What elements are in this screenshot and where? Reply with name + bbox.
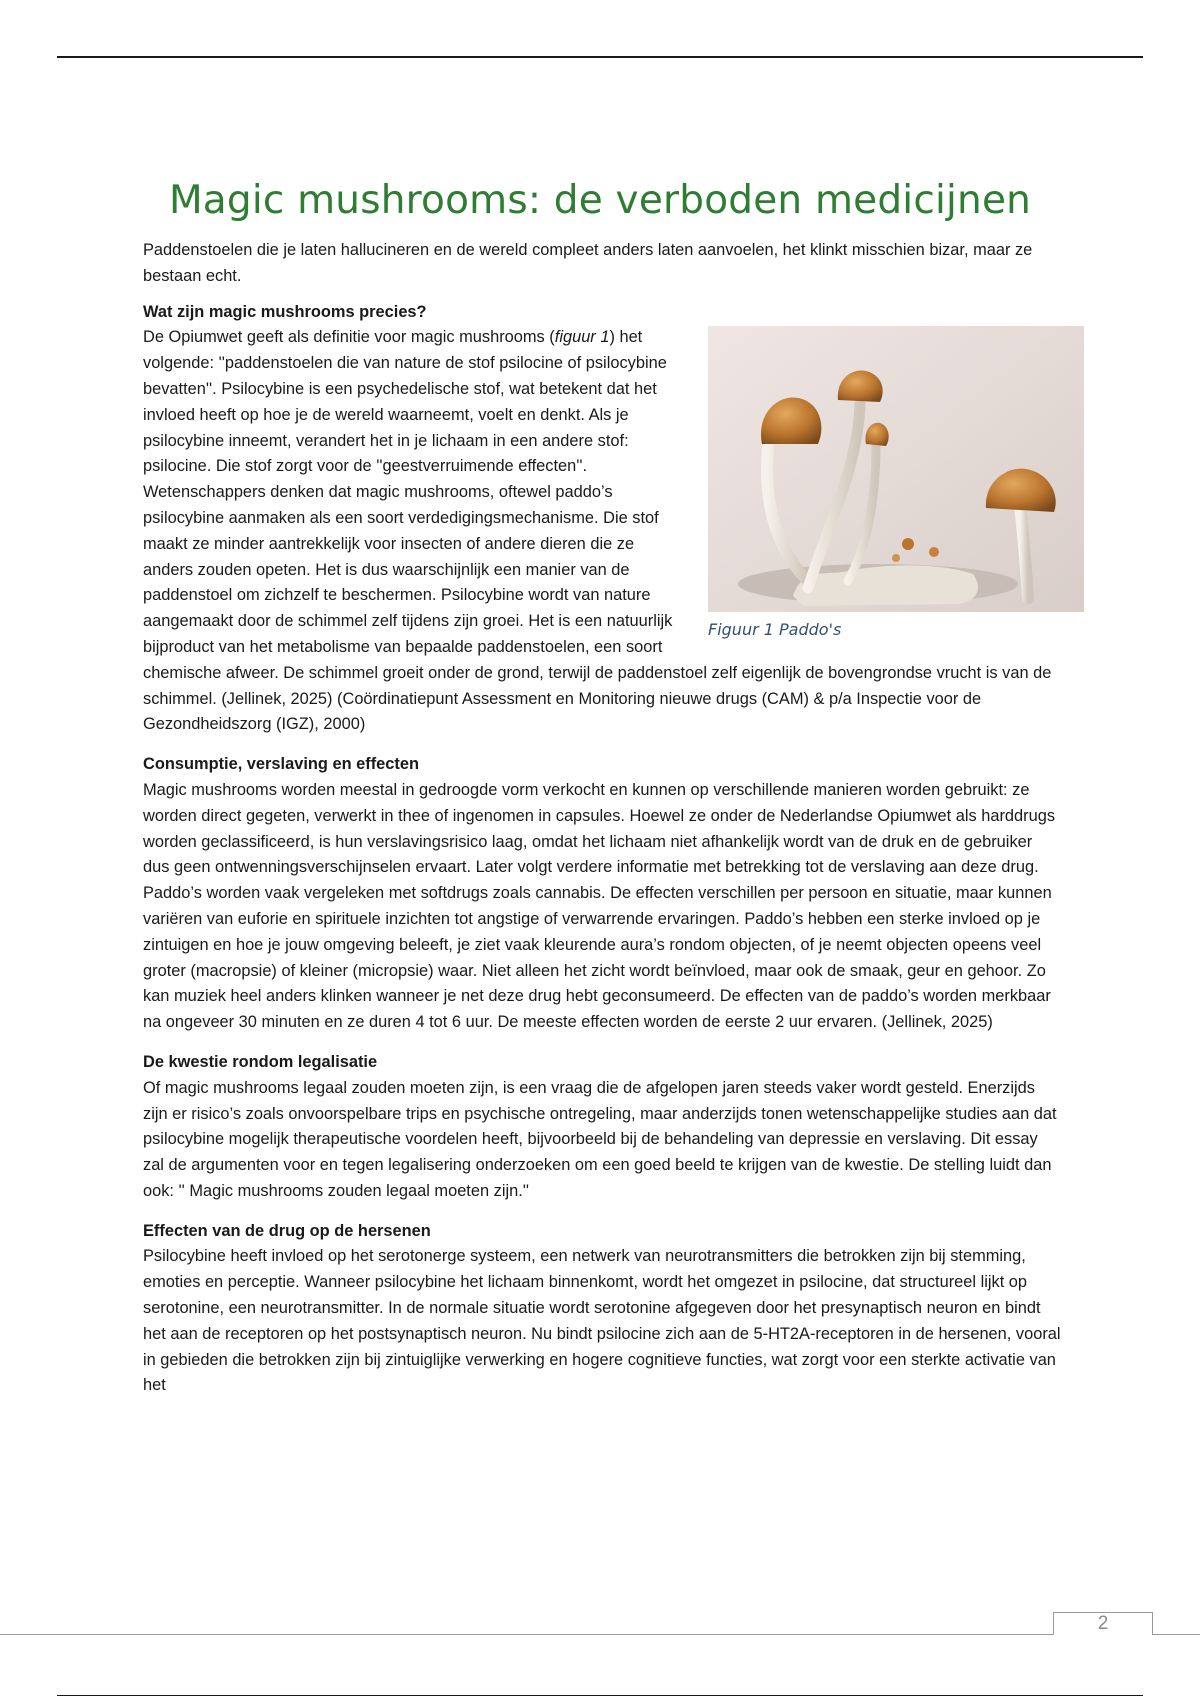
- figure-reference: figuur 1: [554, 328, 610, 347]
- figure-1: [708, 326, 1084, 640]
- page-number: 2: [1053, 1612, 1153, 1635]
- section-heading-brain: Effecten van de drug op de hersenen: [143, 1221, 431, 1240]
- section-paragraph-legalisation: Of magic mushrooms legaal zouden moeten zijn, is een vraag die de afgelopen jaren steeds vaker wordt gesteld. Enerzijds zijn er risico’s zoals onvoorspelbare trips en psychische ontregeling, maar anderzijds tonen wetenschappelijke studies aan dat psilocybine mogelijk therapeutische voordelen heeft, bijvoorbeeld bij de behandeling van depressie en verslaving. Dit essay zal de argumenten voor en tegen legalisering onderzoeken om een goed beeld te krijgen van de kwestie. De stelling luidt dan ook: '' Magic mushrooms zouden legaal moeten zijn.'': [143, 1078, 1057, 1200]
- section-paragraph-definition: Figuur 1 Paddo's De Opiumwet geeft als definitie voor magic mushrooms (figuur 1) het volgende: ''paddenstoelen die van nature de stof psilocine of psilocybine bevatten''. Psilocybine is een psychedelische stof, wat betekent dat het invloed heeft op hoe je de wereld waarneemt, voelt en denkt. Als je psilocybine inneemt, verandert het in je lichaam in een andere stof: psilocine. Die stof zorgt voor de ''geestverruimende effecten''. Wetenschappers denken dat magic mushrooms, oftewel paddo’s psilocybine aanmaken als een soort verdedigingsmechanisme. Die stof maakt ze minder aantrekkelijk voor insecten of andere dieren die ze anders zouden opeten. Het is dus waarschijnlijk een manier van de paddenstoel om zichzelf te beschermen. Psilocybine wordt van nature aangemaakt door de schimmel zelf tijdens zijn groei. Het is een natuurlijk bijproduct van het metabolisme van bepaalde paddenstoelen, een soort chemische afweer. De schimmel groeit onder de grond, terwijl de paddenstoel zelf eigenlijk de bovengrondse vrucht is van de schimmel. (Jellinek, 2025) (Coördinatiepunt Assessment en Monitoring nieuwe drugs (CAM) & p/a Inspectie voor de Gezondheidszorg (IGZ), 2000): [143, 325, 1063, 738]
- document-title: Magic mushrooms: de verboden medicijnen: [168, 178, 1032, 223]
- footer-rule-left: [0, 1634, 1053, 1635]
- figure-caption: Figuur 1 Paddo's: [708, 620, 842, 640]
- section-paragraph-brain: Psilocybine heeft invloed op het serotonerge systeem, een netwerk van neurotransmitters die betrokken zijn bij stemming, emoties en perceptie. Wanneer psilocybine het lichaam binnenkomt, wordt het omgezet in psilocine, dat structureel lijkt op serotonine, een neurotransmitter. In de normale situatie wordt serotonine afgegeven door het presynaptisch neuron en bindt het aan de receptoren op het postsynaptisch neuron. Nu bindt psilocine zich aan de 5-HT2A-receptoren in de hersenen, vooral in gebieden die betrokken zijn bij zintuiglijke verwerking en hogere cognitieve functies, wat zorgt voor een sterkte activatie van het: [143, 1247, 1061, 1395]
- section-heading-definition: Wat zijn magic mushrooms precies?: [143, 302, 427, 321]
- bottom-rule: [57, 1695, 1143, 1696]
- mushrooms-photo: [708, 326, 1084, 612]
- section-paragraph-consumption: Magic mushrooms worden meestal in gedroogde vorm verkocht en kunnen op verschillende manieren worden gebruikt: ze worden direct gegeten, verwerkt in thee of ingenomen in capsules. Hoewel ze onder de Nederlandse Opiumwet als harddrugs worden geclassificeerd, is hun verslavingsrisico laag, omdat het lichaam niet afhankelijk wordt van de druk en de gebruiker dus geen ontwenningsverschijnselen ervaart. Later volgt verdere informatie met betrekking tot de verslaving aan deze drug. Paddo’s worden vaak vergeleken met softdrugs zoals cannabis. De effecten verschillen per persoon en situatie, maar kunnen variëren van euforie en spirituele inzichten tot angstige of verwarrende ervaringen. Paddo’s hebben een sterke invloed op je zintuigen en hoe je jouw omgeving beleeft, je ziet vaak kleurende aura’s rondom objecten, of je neemt objecten opeens veel groter (macropsie) of kleiner (micropsie) waar. Niet alleen het zicht wordt beïnvloed, maar ook de smaak, geur en gehoor. Zo kan muziek heel anders klinken wanneer je net deze drug hebt geconsumeerd. De effecten van de paddo’s worden merkbaar na ongeveer 30 minuten en ze duren 4 tot 6 uur. De meeste effecten worden de eerste 2 uur ervaren. (Jellinek, 2025): [143, 780, 1056, 1032]
- header-rule: [57, 56, 1143, 58]
- intro-paragraph: Paddenstoelen die je laten hallucineren en de wereld compleet anders laten aanvoelen, het klinkt misschien bizar, maar ze bestaan echt.: [143, 241, 1033, 285]
- section-heading-consumption: Consumptie, verslaving en effecten: [143, 755, 419, 774]
- section-heading-legalisation: De kwestie rondom legalisatie: [143, 1052, 378, 1071]
- footer-rule-right: [1151, 1634, 1200, 1635]
- document-body: [143, 238, 1063, 1413]
